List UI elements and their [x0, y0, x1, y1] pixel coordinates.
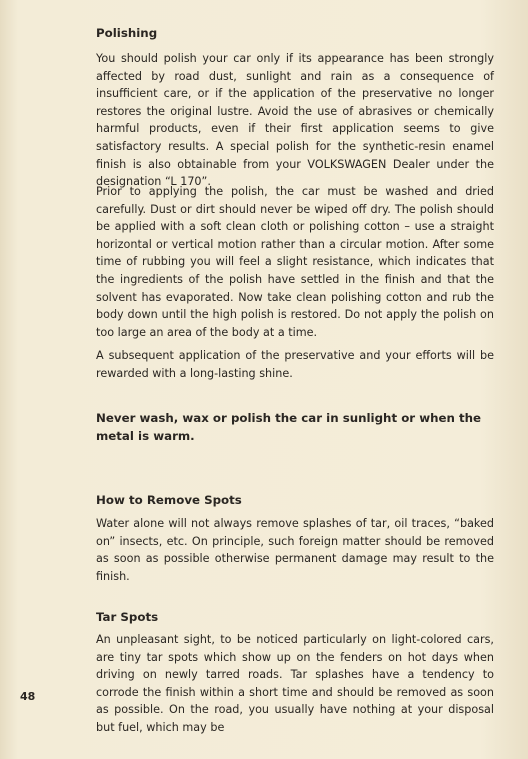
polishing-warning: Never wash, wax or polish the car in sunlight or when the metal is warm. — [96, 411, 482, 443]
remove-spots-paragraph: Water alone will not always remove splashes of tar, oil traces, “baked on” insects, etc. On principle, such foreign matter should be removed as soon as possible otherwise permanent damage may result to the finish. — [96, 517, 494, 583]
polishing-paragraph-2: Prior to applying the polish, the car must be washed and dried carefully. Dust or dirt should never be wiped off dry. The polish should be applied with a soft clean cloth or polishing cotton – use a straight horizontal or vertical motion rather than a circular motion. After some time of rubbing you will feel a slight resistance, which indicates that the ingredients of the polish have settled in the finish and that the solvent has evaporated. Now take clean polishing cotton and rub the body down until the high polish is restored. Do not apply the polish on too large an area of the body at a time. — [96, 185, 494, 339]
section-heading-tar-spots: Tar Spots — [96, 610, 159, 624]
page-number: 48 — [20, 690, 36, 703]
polishing-paragraph-1: You should polish your car only if its appearance has been strongly affected by road dust, sunlight and rain as a consequence of insufficient care, or if the application of the preservative no longer restores the original lustre. Avoid the use of abrasives or chemically harmful products, even if their first application seems to give satisfactory results. A special polish for the synthetic-resin enamel finish is also obtainable from your VOLKSWAGEN Dealer under the designation “L 170”. — [96, 52, 494, 189]
tar-spots-paragraph: An unpleasant sight, to be noticed particularly on light-colored cars, are tiny tar spots which show up on the fenders on hot days when driving on newly tarred roads. Tar splashes have a tendency to corrode the finish within a short time and should be removed as soon as possible. On the road, you usually have nothing at your disposal but fuel, which may be — [96, 633, 494, 734]
section-heading-polishing: Polishing — [96, 26, 158, 40]
polishing-paragraph-3: A subsequent application of the preservative and your efforts will be rewarded with a long-lasting shine. — [96, 349, 494, 380]
section-heading-remove-spots: How to Remove Spots — [96, 493, 242, 507]
